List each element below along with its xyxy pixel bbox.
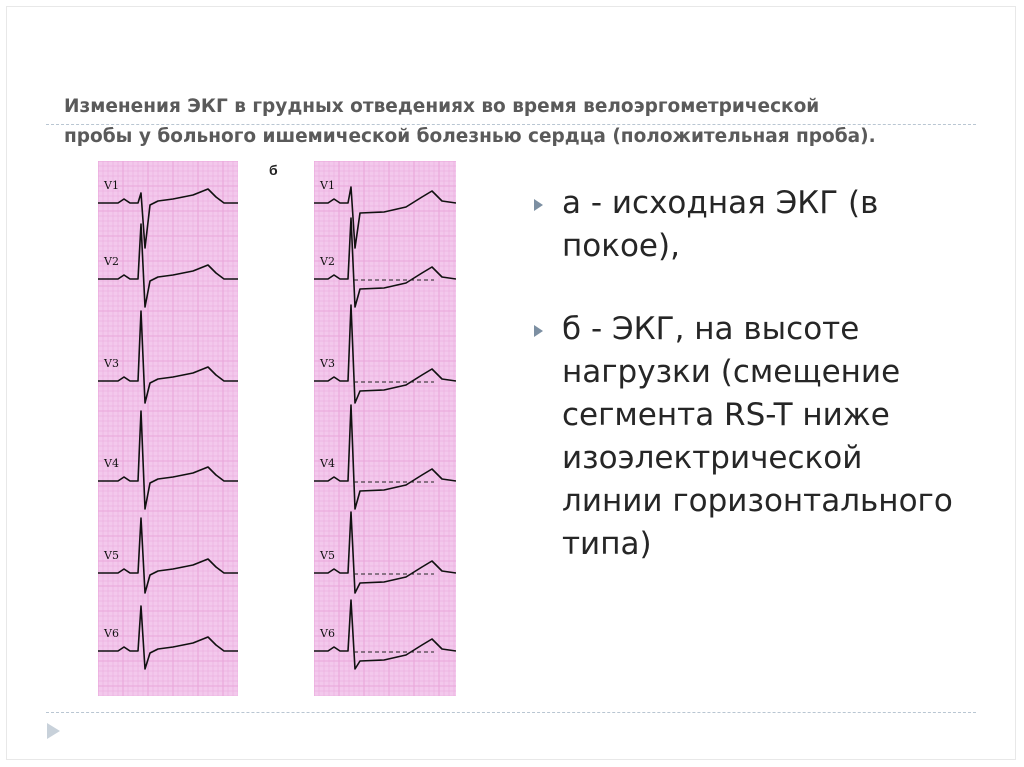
slide-corner-arrow-icon xyxy=(47,723,60,739)
lead-label: V1 xyxy=(320,179,335,192)
ecg-paper xyxy=(314,161,456,696)
lead-label: V6 xyxy=(320,627,335,640)
ecg-strip-rest xyxy=(98,161,238,696)
bullet-item-rest xyxy=(534,182,954,268)
bullet-text-exercise: б - ЭКГ, на высоте нагрузки (смещение сегмента RS-T ниже изоэлектрической линии горизонтального типа) xyxy=(562,311,953,562)
bullet-marker-icon xyxy=(534,199,543,211)
bullet-marker-icon xyxy=(534,325,543,337)
lead-label: V2 xyxy=(104,255,119,268)
slide-title-line-2: пробы у больного ишемической болезнью сердца (положительная проба). xyxy=(64,126,876,147)
lead-label: V6 xyxy=(104,627,119,640)
lead-label: V4 xyxy=(104,457,119,470)
title-divider xyxy=(46,124,976,125)
bullet-text-rest: а - исходная ЭКГ (в покое), xyxy=(562,185,879,264)
slide-title-line-1: Изменения ЭКГ в грудных отведениях во время велоэргометрической xyxy=(64,96,820,117)
bullet-list xyxy=(534,182,954,606)
lead-label: V5 xyxy=(104,549,119,562)
slide-title xyxy=(64,92,944,152)
footer-divider xyxy=(46,712,976,713)
lead-label: V5 xyxy=(320,549,335,562)
lead-label: V4 xyxy=(320,457,335,470)
ecg-strip-exercise xyxy=(314,161,456,696)
lead-label: V2 xyxy=(320,255,335,268)
lead-label: V3 xyxy=(104,357,119,370)
lead-label: V3 xyxy=(320,357,335,370)
bullet-item-exercise xyxy=(534,308,954,566)
lead-label: V1 xyxy=(104,179,119,192)
panel-b-label: б xyxy=(269,162,278,178)
